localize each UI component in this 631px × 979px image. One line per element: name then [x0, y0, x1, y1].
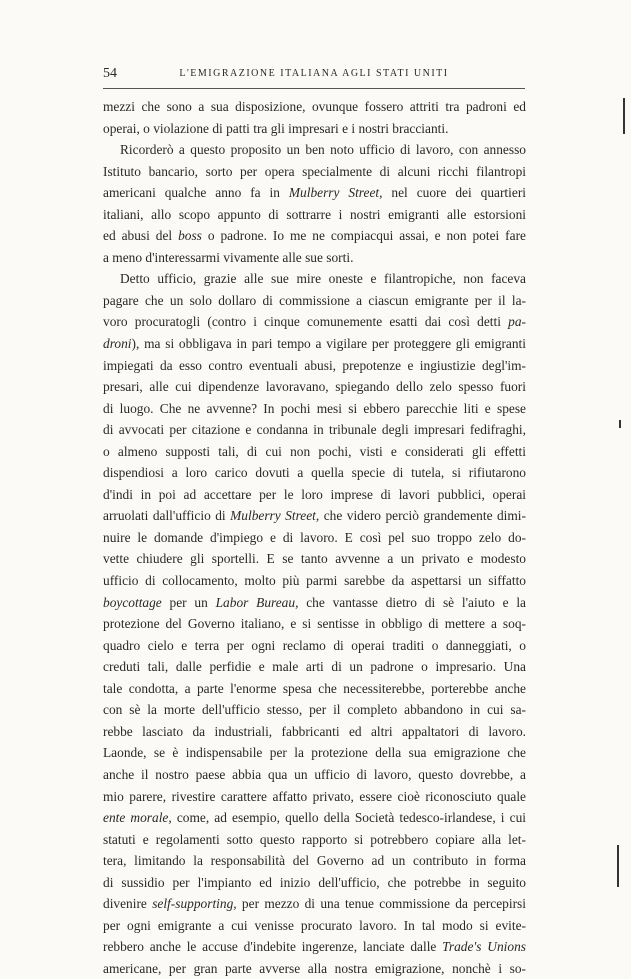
text-run: protezione del Governo italiano, e si sentisse in obbligo di mettere a soq- [103, 616, 526, 632]
text-line [103, 656, 526, 678]
text-run: che videro perciò grandemente dimi- [319, 508, 526, 524]
text-run: tale condotta, a parte l'enorme spesa che necessiterebbe, porterebbe anche [103, 680, 526, 696]
page-header [103, 66, 525, 84]
scan-edge-mark [617, 845, 619, 887]
italic-phrase: boss [178, 228, 202, 244]
text-line [103, 505, 526, 527]
text-line [103, 484, 526, 506]
text-line [103, 247, 526, 269]
text-run: impiegati da esso contro eventuali abusi, prepotenze e ingiustizie degl'im- [103, 357, 526, 373]
text-line [103, 872, 526, 894]
text-run: che vantasse dietro di sè l'aiuto e la [298, 594, 526, 610]
text-run: presari, alle cui dipendenze lavoravano, spiegando dello zelo spesso fuori [103, 379, 526, 395]
text-line [103, 225, 526, 247]
text-line [103, 915, 526, 937]
text-line [103, 699, 526, 721]
text-run: ), ma si obbligava in pari tempo a vigilare per proteggere gli emigranti [131, 336, 526, 352]
italic-phrase: pa- [508, 314, 526, 330]
text-run: tera, limitando la responsabilità del Governo ad un contributo in forma [103, 853, 526, 869]
text-line [103, 311, 526, 333]
text-line [103, 548, 526, 570]
text-line [103, 333, 526, 355]
text-line [103, 850, 526, 872]
italic-phrase: droni [103, 336, 132, 352]
text-run: ufficio di collocamento, molto più parmi sarebbe da aspettarsi un siffatto [103, 573, 526, 589]
text-run: nel cuore dei quartieri [382, 185, 526, 201]
text-run: di avvocati per citazione e condanna in tribunale degli impresari fedifraghi, [103, 422, 526, 438]
text-run: vette chiudere gli sportelli. E se tanto avvenne a un privato e modesto [103, 551, 526, 567]
text-run: rebbe lasciato da industriali, fabbricanti ed altri appaltatori di lavoro. [103, 723, 526, 739]
text-line [103, 527, 526, 549]
text-run: a meno d'interessarmi vivamente alle sue sorti. [103, 249, 354, 265]
text-run: divenire [103, 896, 153, 912]
text-run: di luogo. Che ne avvenne? In pochi mesi si ebbero parecchie liti e spese [103, 400, 526, 416]
scan-edge-mark [619, 420, 621, 428]
text-run: mio parere, rivestire carattere affatto privato, essere cioè riconosciuto quale [103, 788, 526, 804]
italic-phrase: Trade's Unions [442, 939, 526, 955]
text-line [103, 441, 526, 463]
text-line [103, 96, 526, 118]
italic-phrase: self-supporting, [152, 896, 237, 912]
text-line [103, 398, 526, 420]
text-line [103, 570, 526, 592]
text-run: per mezzo di una tenue commissione da percepirsi [236, 896, 526, 912]
text-line [103, 742, 526, 764]
text-line [103, 764, 526, 786]
text-run: per un [161, 594, 216, 610]
italic-phrase: boycottage [103, 594, 162, 610]
text-line [103, 161, 526, 183]
italic-phrase: Labor Bureau, [215, 594, 299, 610]
text-line [103, 786, 526, 808]
text-line [103, 958, 526, 979]
text-line [103, 678, 526, 700]
italic-phrase: ente morale, [103, 810, 172, 826]
text-run: anche il nostro paese abbia qua un ufficio di lavoro, questo dovrebbe, a [103, 766, 526, 782]
text-line [103, 613, 526, 635]
text-run: statuti e regolamenti sotto questo rapporto si potrebbero copiare alla let- [103, 831, 526, 847]
text-line [103, 268, 526, 290]
text-run: per ogni emigrante a cui venisse procurato lavoro. In tal modo si evite- [103, 917, 526, 933]
text-run: ed abusi del [103, 228, 179, 244]
text-run: voro procuratogli (contro i cinque comunemente esatti dai così detti [103, 314, 509, 330]
text-run: di sussidio per l'impianto ed inizio dell'ufficio, che potrebbe in seguito [103, 874, 526, 890]
text-line [103, 118, 526, 140]
text-run: o padrone. Io me ne compiacqui assai, e non potei fare [201, 228, 526, 244]
text-run: quadro cielo e terra per ogni reclamo di operai traditi o danneggiati, o [103, 637, 526, 653]
text-run: arruolati dall'ufficio di [103, 508, 231, 524]
text-line [103, 462, 526, 484]
text-run: americane, per gran parte avverse alla nostra emigrazione, nonchè i so- [103, 960, 526, 976]
text-run: Detto ufficio, grazie alle sue mire oneste e filantropiche, non faceva [120, 271, 526, 287]
text-line [103, 936, 526, 958]
text-line [103, 182, 526, 204]
text-run: Laonde, se è indispensabile per la protezione della sua emigrazione che [103, 745, 526, 761]
text-run: con sè la morte dell'ufficio stesso, per il completo abbandono in cui sa- [103, 702, 526, 718]
text-run: italiani, allo scopo appunto di sottrarre i nostri emigranti alle estorsioni [103, 206, 526, 222]
text-run: creduti tali, dalle perfidie e male arti di un padrone o impresario. Una [103, 659, 526, 675]
text-run: operai, o violazione di patti tra gli impresari e i nostri braccianti. [103, 120, 449, 136]
text-line [103, 893, 526, 915]
text-line [103, 376, 526, 398]
italic-phrase: Mulberry Street, [230, 508, 320, 524]
text-run: Ricorderò a questo proposito un ben noto ufficio di lavoro, con annesso [120, 142, 526, 158]
text-run: dispendiosi a loro carico dovuti a quella specie di tutela, si rifiutarono [103, 465, 526, 481]
text-run: americani qualche anno fa in [103, 185, 289, 201]
text-run: nuire le domande d'impiego e di lavoro. E così pel suo troppo zelo do- [103, 529, 526, 545]
text-line [103, 829, 526, 851]
header-rule [103, 88, 525, 89]
text-line [103, 290, 526, 312]
text-line [103, 419, 526, 441]
text-line [103, 139, 526, 161]
scan-edge-mark [623, 98, 625, 134]
text-line [103, 635, 526, 657]
text-line [103, 721, 526, 743]
page-number: 54 [103, 66, 117, 81]
text-run: d'indi in poi ad accettare per le loro imprese di lavori pubblici, operai [103, 486, 526, 502]
running-head: L'EMIGRAZIONE ITALIANA AGLI STATI UNITI [179, 68, 449, 79]
text-line [103, 807, 526, 829]
text-run: rebbero anche le accuse d'indebite ingerenze, lanciate dalle [103, 939, 443, 955]
text-run: Istituto bancario, sorto per opera specialmente di alcuni ricchi filantropi [103, 163, 526, 179]
italic-phrase: Mulberry Street, [288, 185, 383, 201]
text-run: come, ad esempio, quello della Società tedesco-irlandese, i cui [171, 810, 526, 826]
text-run: mezzi che sono a sua disposizione, ovunque fossero attriti tra padroni ed [103, 99, 526, 114]
text-line [103, 355, 526, 377]
text-line [103, 592, 526, 614]
text-run: pagare che un solo dollaro di commissione a ciascun emigrante per il la- [103, 292, 526, 308]
text-line [103, 204, 526, 226]
body-text [103, 96, 526, 979]
text-run: o almeno supposti tali, di cui non pochi, visti e considerati gli effetti [103, 443, 526, 459]
